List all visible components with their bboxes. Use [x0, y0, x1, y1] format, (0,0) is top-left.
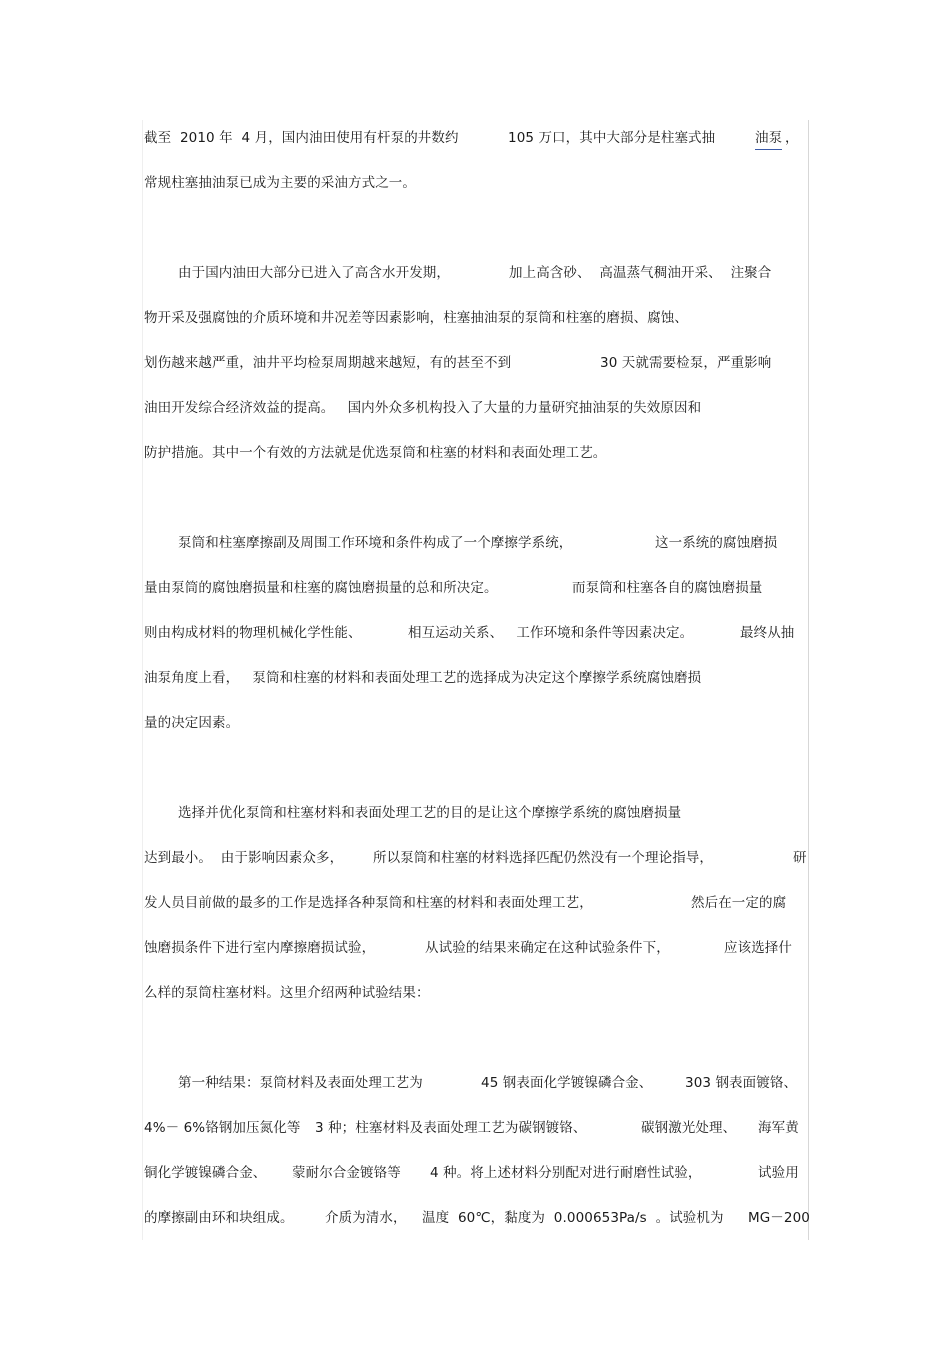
text-line: [144, 668, 702, 688]
text-segment: 达到最小。 由于影响因素众多，: [144, 850, 344, 866]
text-segment: 105 万口，其中大部分是柱塞式抽: [508, 130, 716, 146]
text-line: [144, 398, 702, 418]
text-line: [144, 623, 795, 643]
text-segment: 这一系统的腐蚀磨损: [655, 535, 778, 551]
text-line: [144, 308, 688, 328]
text-segment: 4%－ 6%铬钢加压氮化等: [144, 1120, 301, 1136]
text-line: [144, 938, 792, 958]
text-line: [144, 713, 240, 733]
text-line: [144, 848, 807, 868]
text-segment: 则由构成材料的物理机械化学性能、: [144, 625, 362, 641]
text-segment: 选择并优化泵筒和柱塞材料和表面处理工艺的目的是让这个摩擦学系统的腐蚀磨损量: [178, 805, 682, 821]
text-segment: 油泵角度上看， 泵筒和柱塞的材料和表面处理工艺的选择成为决定这个摩擦学系统腐蚀磨损: [144, 670, 702, 686]
text-line: [144, 1163, 799, 1183]
text-line: [178, 533, 778, 553]
text-segment: 试验用: [758, 1165, 799, 1181]
text-segment: 防护措施。其中一个有效的方法就是优选泵筒和柱塞的材料和表面处理工艺。: [144, 445, 607, 461]
text-line: [144, 893, 787, 913]
text-segment: 截至 2010 年 4 月，国内油田使用有杆泵的井数约: [144, 130, 459, 146]
text-segment: 碳钢激光处理、: [641, 1120, 737, 1136]
text-segment: 研: [793, 850, 807, 866]
text-line: [144, 578, 763, 598]
text-line: [144, 128, 799, 148]
text-segment: 介质为清水，: [325, 1210, 407, 1226]
text-segment: 从试验的结果来确定在这种试验条件下，: [425, 940, 670, 956]
text-segment: 温度 60℃，黏度为 0.000653Pa/s 。试验机为: [422, 1210, 724, 1226]
text-segment: 最终从抽: [740, 625, 795, 641]
text-segment: 常规柱塞抽油泵已成为主要的采油方式之一。: [144, 175, 416, 191]
text-segment: 45 钢表面化学镀镍磷合金、: [481, 1075, 653, 1091]
text-line: [144, 443, 607, 463]
text-segment: 量的决定因素。: [144, 715, 240, 731]
text-segment: 划伤越来越严重，油井平均检泵周期越来越短，有的甚至不到: [144, 355, 512, 371]
text-segment: 发人员目前做的最多的工作是选择各种泵筒和柱塞的材料和表面处理工艺，: [144, 895, 593, 911]
text-segment: 海军黄: [758, 1120, 799, 1136]
text-line: [144, 1118, 799, 1138]
text-line: [178, 803, 682, 823]
text-line: [144, 173, 416, 193]
text-segment: 所以泵筒和柱塞的材料选择匹配仍然没有一个理论指导，: [373, 850, 713, 866]
text-line: [178, 1073, 798, 1093]
text-segment: ，: [785, 130, 799, 146]
text-segment: 由于国内油田大部分已进入了高含水开发期，: [178, 265, 450, 281]
text-segment: 而泵筒和柱塞各自的腐蚀磨损量: [572, 580, 763, 596]
text-segment: 30 天就需要检泵，严重影响: [600, 355, 772, 371]
text-line: [178, 263, 772, 283]
text-segment: 应该选择什: [724, 940, 792, 956]
text-segment: 3 种；柱塞材料及表面处理工艺为碳钢镀铬、: [315, 1120, 587, 1136]
oil-pump-link[interactable]: 油泵: [755, 128, 782, 150]
text-segment: 303 钢表面镀铬、: [685, 1075, 798, 1091]
text-segment: 4 种。将上述材料分别配对进行耐磨性试验，: [430, 1165, 702, 1181]
text-line: [144, 1208, 810, 1228]
text-segment: MG－200: [748, 1210, 810, 1226]
text-line: [144, 983, 430, 1003]
text-segment: 油田开发综合经济效益的提高。 国内外众多机构投入了大量的力量研究抽油泵的失效原因和: [144, 400, 702, 416]
text-segment: 蒙耐尔合金镀铬等: [292, 1165, 401, 1181]
text-segment: 物开采及强腐蚀的介质环境和井况差等因素影响，柱塞抽油泵的泵筒和柱塞的磨损、腐蚀、: [144, 310, 688, 326]
text-segment: 的摩擦副由环和块组成。: [144, 1210, 294, 1226]
text-segment: 加上高含砂、 高温蒸气稠油开采、 注聚合: [509, 265, 772, 281]
text-segment: 蚀磨损条件下进行室内摩擦磨损试验，: [144, 940, 376, 956]
text-segment: 然后在一定的腐: [691, 895, 787, 911]
text-segment: 量由泵筒的腐蚀磨损量和柱塞的腐蚀磨损量的总和所决定。: [144, 580, 498, 596]
text-segment: 么样的泵筒柱塞材料。这里介绍两种试验结果：: [144, 985, 430, 1001]
text-segment: 相互运动关系、 工作环境和条件等因素决定。: [408, 625, 694, 641]
text-segment: 泵筒和柱塞摩擦副及周围工作环境和条件构成了一个摩擦学系统，: [178, 535, 573, 551]
text-segment: 第一种结果：泵筒材料及表面处理工艺为: [178, 1075, 423, 1091]
text-segment: 铜化学镀镍磷合金、: [144, 1165, 267, 1181]
text-line: [144, 353, 772, 373]
